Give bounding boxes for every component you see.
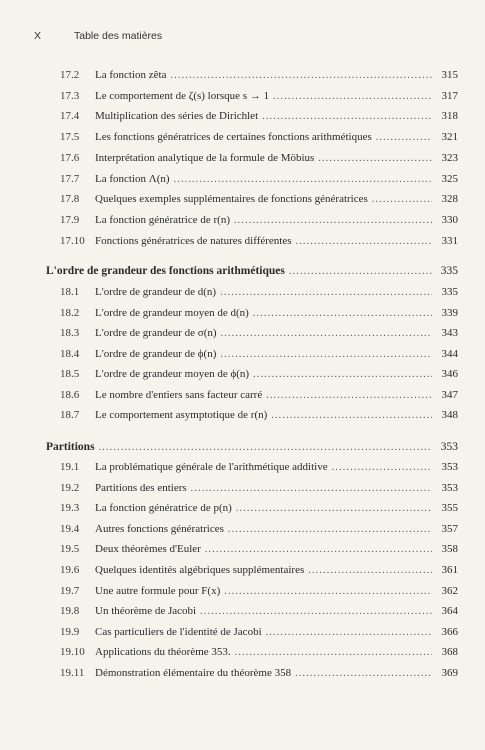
dot-leader [174,174,432,185]
page-number: 335 [441,286,458,298]
dot-leader [266,627,432,638]
section-title: Cas particuliers de l'identité de Jacobi [95,625,262,638]
toc-entry[interactable] [60,152,458,168]
dot-leader [376,132,432,143]
section-number: 19.4 [60,522,80,535]
toc-entry[interactable] [60,307,458,323]
section-title: L'ordre de grandeur de σ(n) [95,327,217,339]
page-number: 369 [441,667,458,679]
section-number: 19.7 [60,584,80,597]
toc-entry[interactable] [60,543,458,559]
dot-leader [332,462,432,473]
section-title: L'ordre de grandeur moyen de d(n) [95,306,249,319]
section-number: 19.8 [60,605,80,618]
dot-leader [220,287,432,298]
section-number: 17.7 [60,172,80,185]
page-number: 361 [441,564,458,576]
toc-entry[interactable] [60,368,458,384]
section-number: 18.7 [60,409,80,421]
section-title: Le comportement de ζ(s) lorsque s → 1 [95,89,270,102]
page-number: 353 [440,441,458,453]
page-number: 328 [441,193,458,206]
section-title: La fonction zêta [95,69,167,81]
section-title: Un théorème de Jacobi [95,605,197,618]
toc-entry[interactable] [60,626,458,642]
dot-leader [205,544,432,555]
section-number: 17.8 [60,193,80,206]
section-title: Multiplication des séries de Dirichlet [95,110,259,123]
section-number: 18.6 [60,388,80,401]
dot-leader [318,153,432,164]
dot-leader [295,668,432,679]
dot-leader [191,483,432,494]
section-title: Fonctions génératrices de natures différentes [95,234,292,247]
dot-leader [224,586,432,597]
header-title: Table des matières [74,30,163,42]
toc-entry[interactable] [60,523,458,539]
page-number: 330 [441,213,458,226]
toc-entry[interactable] [60,409,458,425]
section-number: 19.5 [60,543,80,556]
section-number: 17.5 [60,131,80,144]
page-number: 364 [441,605,458,618]
section-title: Une autre formule pour F(x) [95,584,221,597]
page-number: 366 [441,625,458,638]
toc-entry[interactable] [60,482,458,498]
page-number: 353 [441,481,458,494]
section-title: Démonstration élémentaire du théorème 358 [95,667,292,679]
dot-leader [220,349,432,360]
dot-leader [235,647,432,658]
section-number: 18.3 [60,327,80,339]
toc-entry[interactable] [60,131,458,147]
page-number: 357 [441,522,458,535]
toc-entry[interactable] [60,110,458,126]
dot-leader [296,236,432,247]
section-title: L'ordre de grandeur de d(n) [95,286,217,298]
section-number: 19.1 [60,461,80,473]
section-title: Interprétation analytique de la formule de Möbius [95,151,315,164]
toc-entry[interactable] [60,461,458,477]
section-number: 18.1 [60,286,80,298]
toc-entry[interactable] [60,389,458,405]
dot-leader [200,606,432,617]
page-number: 317 [441,89,458,102]
section-title: Partitions des entiers [95,481,187,494]
toc-entry[interactable] [60,235,458,251]
section-title: L'ordre de grandeur moyen de ϕ(n) [95,368,250,380]
page-number: 343 [441,327,458,339]
section-number: 19.3 [60,502,80,515]
toc-entry[interactable] [60,327,458,343]
page-number: 331 [441,234,458,247]
page-number: 346 [441,368,458,380]
page-number: 344 [441,347,458,360]
section-number: 19.6 [60,564,80,576]
chapter-heading-18[interactable] [46,265,458,281]
section-title: La fonction génératrice de r(n) [95,213,230,226]
page-number: 318 [441,110,458,123]
page-number: 335 [440,265,458,277]
section-number: 17.10 [60,234,85,247]
dot-leader [170,70,432,81]
section-title: La fonction génératrice de p(n) [95,502,232,515]
toc-entry[interactable] [60,286,458,302]
dot-leader [228,524,432,535]
page-number: 358 [441,543,458,556]
dot-leader [271,410,432,421]
toc-entry[interactable] [60,667,458,683]
dot-leader [372,194,432,205]
chapter-heading-19[interactable] [46,441,458,457]
page-number: 321 [441,131,458,144]
toc-entry[interactable] [60,90,458,106]
section-number: 18.5 [60,368,80,380]
toc-entry[interactable] [60,646,458,662]
section-number: 18.2 [60,306,80,319]
page-number: 353 [441,461,458,473]
dot-leader [262,111,432,122]
section-title: La problématique générale de l'arithmétique additive [95,461,328,473]
section-number: 19.2 [60,481,80,494]
toc-entry[interactable] [60,193,458,209]
page-numeral: X [34,30,42,42]
chapter-title: Partitions [46,441,95,453]
running-header [34,30,162,42]
section-title: Quelques exemples supplémentaires de fonctions génératrices [95,193,368,206]
section-title: Le comportement asymptotique de r(n) [95,409,268,421]
toc-entry[interactable] [60,585,458,601]
section-number: 17.3 [60,89,80,102]
dot-leader [99,442,432,453]
dot-leader [289,266,432,277]
section-number: 19.9 [60,625,80,638]
section-number: 17.6 [60,151,80,164]
section-number: 17.2 [60,69,80,81]
section-title: Applications du théorème 353. [95,646,231,659]
section-number: 19.11 [60,667,85,679]
toc-entry[interactable] [60,348,458,364]
section-number: 19.10 [60,646,85,659]
dot-leader [221,328,432,339]
page-number: 325 [441,172,458,185]
dot-leader [266,390,432,401]
toc-entry[interactable] [60,502,458,518]
section-number: 17.4 [60,110,80,123]
toc-entry[interactable] [60,173,458,189]
section-title: Deux théorèmes d'Euler [95,543,201,556]
section-number: 17.9 [60,213,80,226]
page-number: 362 [441,584,458,597]
page-number: 315 [441,69,458,81]
dot-leader [236,503,432,514]
page-number: 355 [441,502,458,515]
dot-leader [253,369,432,380]
page-number: 323 [441,151,458,164]
dot-leader [273,91,432,102]
toc-entry[interactable] [60,214,458,230]
section-title: Autres fonctions génératrices [95,522,224,535]
section-title: L'ordre de grandeur de ϕ(n) [95,347,217,360]
section-title: Les fonctions génératrices de certaines fonctions arithmétiques [95,131,372,144]
chapter-title: L'ordre de grandeur des fonctions arithmétiques [46,265,285,277]
page-number: 339 [441,306,458,319]
section-title: Le nombre d'entiers sans facteur carré [95,388,263,401]
dot-leader [308,565,432,576]
section-title: La fonction Λ(n) [95,172,170,185]
toc-entry[interactable] [60,605,458,621]
toc-entry[interactable] [60,69,458,85]
page-number: 347 [441,388,458,401]
page-number: 368 [441,646,458,659]
toc-entry[interactable] [60,564,458,580]
page-number: 348 [441,409,458,421]
dot-leader [234,215,432,226]
section-number: 18.4 [60,347,80,360]
dot-leader [253,308,432,319]
section-title: Quelques identités algébriques supplémentaires [95,564,305,576]
